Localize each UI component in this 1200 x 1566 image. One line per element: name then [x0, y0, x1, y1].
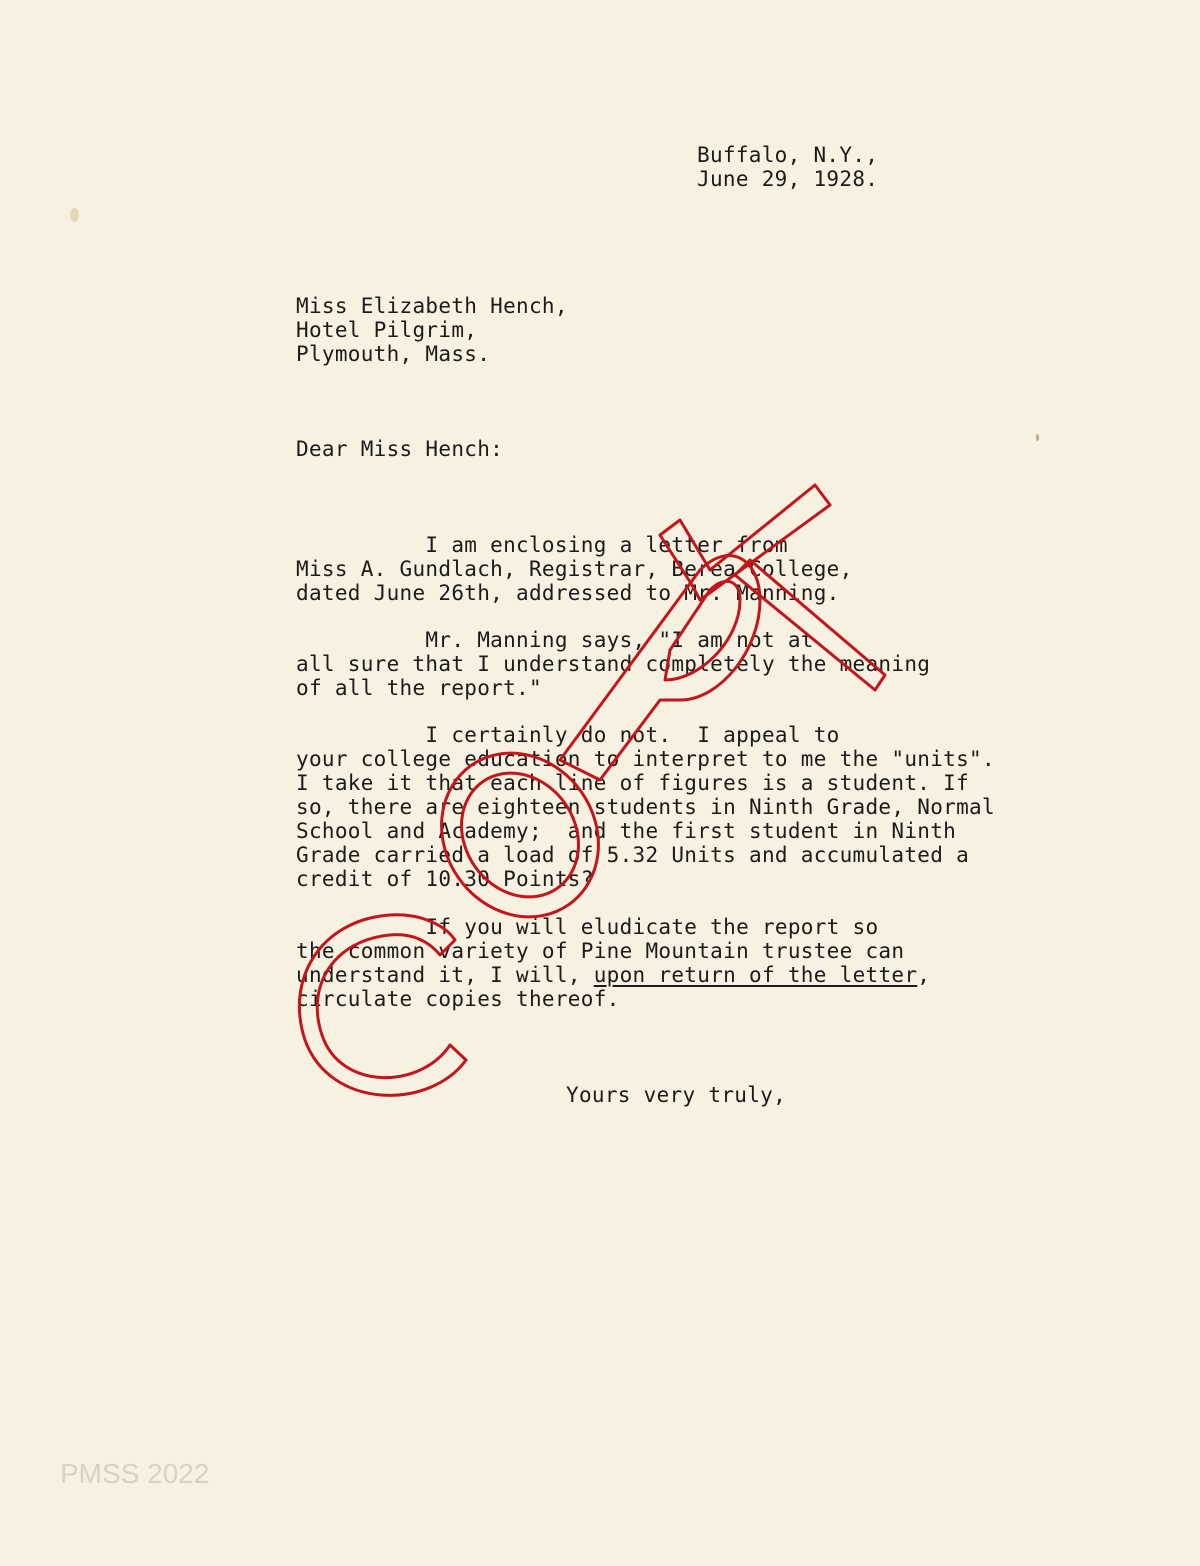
paragraph-2 [296, 628, 930, 700]
date-block [697, 143, 878, 191]
paragraph-line: circulate copies thereof. [296, 987, 620, 1011]
line-text-after: , [917, 963, 931, 987]
paragraph-3 [296, 723, 995, 891]
paragraph-line: of all the report." [296, 676, 542, 700]
paragraph-line: I take it that each line of figures is a student. If [296, 771, 970, 795]
paragraph-line: School and Academy; and the first student in Ninth [296, 819, 957, 843]
paragraph-line: all sure that I understand completely the meaning [296, 652, 931, 676]
paragraph-line: the common variety of Pine Mountain trustee can [296, 939, 905, 963]
paragraph-line [296, 963, 930, 987]
date-line: June 29, 1928. [697, 167, 879, 191]
paragraph-line: Mr. Manning says, "I am not at [296, 628, 814, 652]
watermark: PMSS 2022 [60, 1458, 210, 1489]
paragraph-line: I am enclosing a letter from [296, 533, 788, 557]
paragraph-line: If you will eludicate the report so [296, 915, 879, 939]
salutation: Dear Miss Hench: [296, 437, 504, 461]
paragraph-1 [296, 533, 853, 605]
paper-speck [70, 208, 79, 222]
paragraph-line: dated June 26th, addressed to Mr. Manning. [296, 581, 840, 605]
paper-speck [1036, 434, 1039, 441]
place-line: Buffalo, N.Y., [697, 143, 879, 167]
address-line-1: Hotel Pilgrim, [296, 318, 478, 342]
closing: Yours very truly, [566, 1083, 787, 1107]
paragraph-line: credit of 10.30 Points? [296, 867, 594, 891]
paragraph-line: Miss A. Gundlach, Registrar, Berea College, [296, 557, 853, 581]
address-line-2: Plymouth, Mass. [296, 342, 491, 366]
paragraph-line: I certainly do not. I appeal to [296, 723, 840, 747]
paragraph-line: your college education to interpret to me the "units". [296, 747, 995, 771]
recipient-address [296, 294, 568, 366]
paragraph-line: so, there are eighteen students in Ninth Grade, Normal [296, 795, 995, 819]
line-text-before: understand it, I will, [296, 963, 594, 987]
recipient-name: Miss Elizabeth Hench, [296, 294, 568, 318]
paragraph-line: Grade carried a load of 5.32 Units and accumulated a [296, 843, 970, 867]
paragraph-4 [296, 915, 930, 1011]
underlined-phrase: upon return of the letter [593, 963, 918, 987]
